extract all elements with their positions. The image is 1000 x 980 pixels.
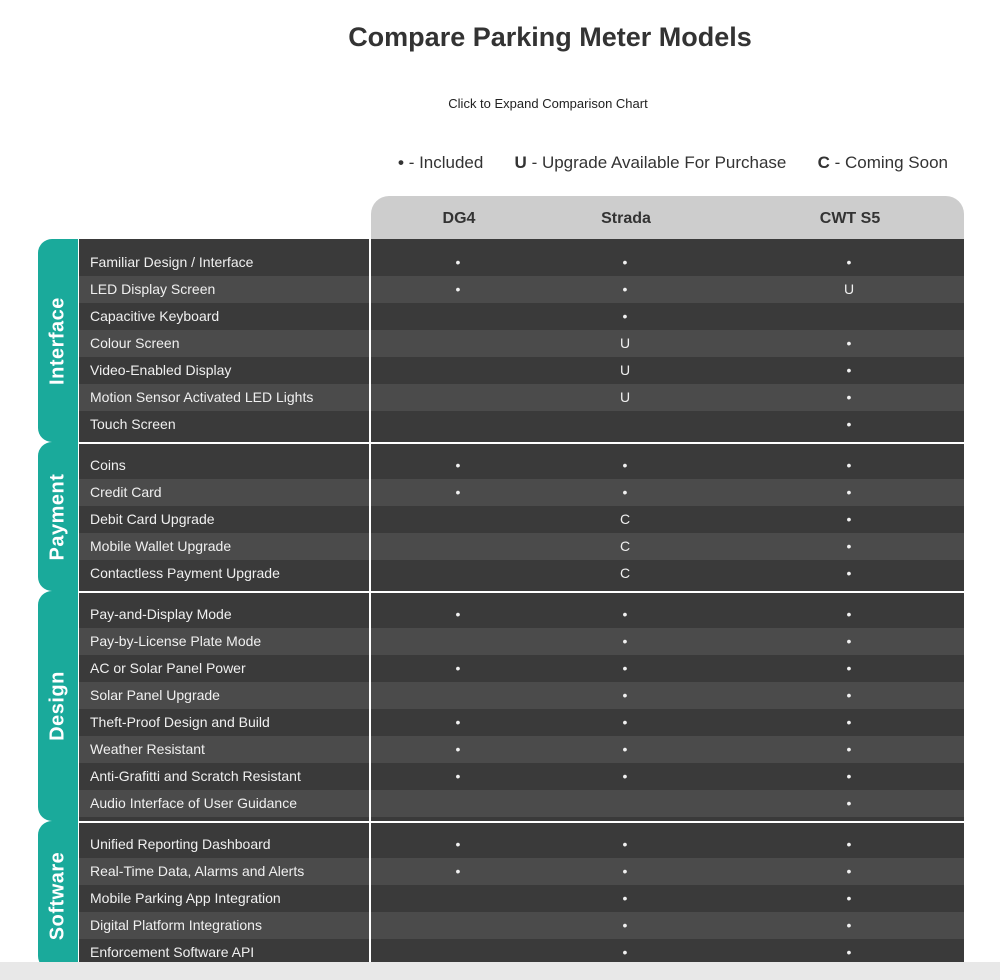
cell-dg4: • (455, 741, 461, 757)
cell-strada: • (622, 768, 628, 784)
cell-cwt-s5: • (846, 457, 852, 473)
cell-strada: • (622, 281, 628, 297)
feature-label: AC or Solar Panel Power (90, 660, 246, 676)
table-row (79, 912, 964, 939)
table-row (79, 479, 964, 506)
cell-strada: • (622, 254, 628, 270)
table-row (79, 763, 964, 790)
group-label-software: Software (46, 851, 69, 940)
feature-label: Familiar Design / Interface (90, 254, 254, 270)
legend-coming-label: - Coming Soon (834, 153, 948, 172)
feature-label: Colour Screen (90, 335, 180, 351)
feature-label: Solar Panel Upgrade (90, 687, 220, 703)
cell-cwt-s5: U (843, 281, 855, 297)
cell-strada: • (622, 890, 628, 906)
feature-label: Audio Interface of User Guidance (90, 795, 298, 811)
model-header-dg4: DG4 (442, 210, 476, 227)
cell-dg4: • (455, 254, 461, 270)
cell-dg4: • (455, 836, 461, 852)
table-row (79, 506, 964, 533)
feature-label: Anti-Grafitti and Scratch Resistant (90, 768, 301, 784)
feature-label: Motion Sensor Activated LED Lights (90, 389, 314, 405)
cell-strada: • (622, 863, 628, 879)
column-divider (369, 591, 371, 821)
cell-strada: • (622, 606, 628, 622)
feature-label: Coins (90, 457, 126, 473)
cell-dg4: • (455, 457, 461, 473)
cell-cwt-s5: • (846, 633, 852, 649)
cell-strada: • (622, 484, 628, 500)
cell-strada: • (622, 457, 628, 473)
cell-cwt-s5: • (846, 335, 852, 351)
cell-cwt-s5: • (846, 836, 852, 852)
cell-cwt-s5: • (846, 362, 852, 378)
cell-cwt-s5: • (846, 389, 852, 405)
legend-coming-symbol: C (817, 153, 830, 172)
feature-label: Capacitive Keyboard (90, 308, 220, 324)
column-divider (369, 821, 371, 970)
cell-strada: U (619, 335, 631, 351)
cell-dg4: • (455, 484, 461, 500)
feature-label: Credit Card (90, 484, 162, 500)
feature-label: Contactless Payment Upgrade (90, 565, 280, 581)
legend-included-label: - Included (408, 153, 484, 172)
cell-strada: C (619, 538, 631, 554)
cell-dg4: • (455, 606, 461, 622)
table-row (79, 330, 964, 357)
group-separator (38, 821, 964, 823)
table-row (79, 831, 964, 858)
table-row (79, 628, 964, 655)
cell-cwt-s5: • (846, 254, 852, 270)
feature-label: LED Display Screen (90, 281, 216, 297)
bottom-bar (0, 962, 1000, 980)
cell-strada: • (622, 741, 628, 757)
table-row (79, 411, 964, 438)
table-row (79, 736, 964, 763)
feature-label: Debit Card Upgrade (90, 511, 215, 527)
table-row (79, 560, 964, 587)
feature-label: Real-Time Data, Alarms and Alerts (90, 863, 305, 879)
table-row (79, 276, 964, 303)
cell-strada: • (622, 687, 628, 703)
cell-cwt-s5: • (846, 863, 852, 879)
feature-label: Touch Screen (90, 416, 176, 432)
table-row (79, 682, 964, 709)
feature-label: Unified Reporting Dashboard (90, 836, 271, 852)
column-divider (369, 239, 371, 442)
feature-label: Mobile Wallet Upgrade (90, 538, 232, 554)
cell-strada: • (622, 917, 628, 933)
table-row (79, 384, 964, 411)
legend-coming (818, 153, 948, 173)
feature-label: Weather Resistant (90, 741, 205, 757)
cell-strada: • (622, 660, 628, 676)
cell-cwt-s5: • (846, 741, 852, 757)
cell-strada: • (622, 714, 628, 730)
cell-cwt-s5: • (846, 687, 852, 703)
cell-cwt-s5: • (846, 944, 852, 960)
cell-strada: • (622, 836, 628, 852)
legend-included-symbol: • (398, 153, 404, 172)
cell-cwt-s5: • (846, 714, 852, 730)
legend (398, 153, 948, 173)
feature-label: Theft-Proof Design and Build (90, 714, 270, 730)
feature-label: Video-Enabled Display (90, 362, 232, 378)
cell-cwt-s5: • (846, 660, 852, 676)
table-row (79, 885, 964, 912)
table-row (79, 858, 964, 885)
table-row (79, 790, 964, 817)
cell-strada: U (619, 389, 631, 405)
cell-strada: C (619, 565, 631, 581)
page-title: Compare Parking Meter Models (348, 22, 752, 52)
feature-label: Digital Platform Integrations (90, 917, 262, 933)
table-row (79, 709, 964, 736)
cell-cwt-s5: • (846, 795, 852, 811)
cell-dg4: • (455, 714, 461, 730)
table-row (79, 533, 964, 560)
group-label-interface: Interface (46, 296, 69, 385)
cell-dg4: • (455, 863, 461, 879)
cell-cwt-s5: • (846, 416, 852, 432)
group-label-payment: Payment (46, 473, 69, 560)
expand-comparison-link[interactable]: Click to Expand Comparison Chart (448, 96, 648, 111)
model-header-cwt-s5: CWT S5 (819, 210, 881, 227)
model-header-strada: Strada (601, 210, 651, 227)
cell-cwt-s5: • (846, 606, 852, 622)
cell-strada: • (622, 633, 628, 649)
cell-strada: • (622, 944, 628, 960)
cell-cwt-s5: • (846, 511, 852, 527)
cell-cwt-s5: • (846, 917, 852, 933)
cell-strada: U (619, 362, 631, 378)
column-divider (369, 442, 371, 591)
table-row (79, 452, 964, 479)
legend-upgrade-symbol: U (514, 153, 527, 172)
cell-strada: C (619, 511, 631, 527)
legend-upgrade-label: - Upgrade Available For Purchase (531, 153, 787, 172)
feature-label: Enforcement Software API (90, 944, 255, 960)
legend-upgrade (515, 153, 787, 173)
cell-strada: • (622, 308, 628, 324)
cell-cwt-s5: • (846, 890, 852, 906)
cell-dg4: • (455, 768, 461, 784)
cell-cwt-s5: • (846, 565, 852, 581)
cell-dg4: • (455, 281, 461, 297)
feature-label: Pay-by-License Plate Mode (90, 633, 262, 649)
table-row (79, 303, 964, 330)
table-row (79, 357, 964, 384)
cell-cwt-s5: • (846, 538, 852, 554)
cell-dg4: • (455, 660, 461, 676)
group-separator (38, 442, 964, 444)
feature-label: Pay-and-Display Mode (90, 606, 232, 622)
group-separator (38, 591, 964, 593)
cell-cwt-s5: • (846, 768, 852, 784)
legend-included (398, 153, 483, 173)
table-row (79, 249, 964, 276)
feature-label: Mobile Parking App Integration (90, 890, 281, 906)
table-row (79, 601, 964, 628)
table-row (79, 655, 964, 682)
group-label-design: Design (46, 671, 69, 741)
cell-cwt-s5: • (846, 484, 852, 500)
